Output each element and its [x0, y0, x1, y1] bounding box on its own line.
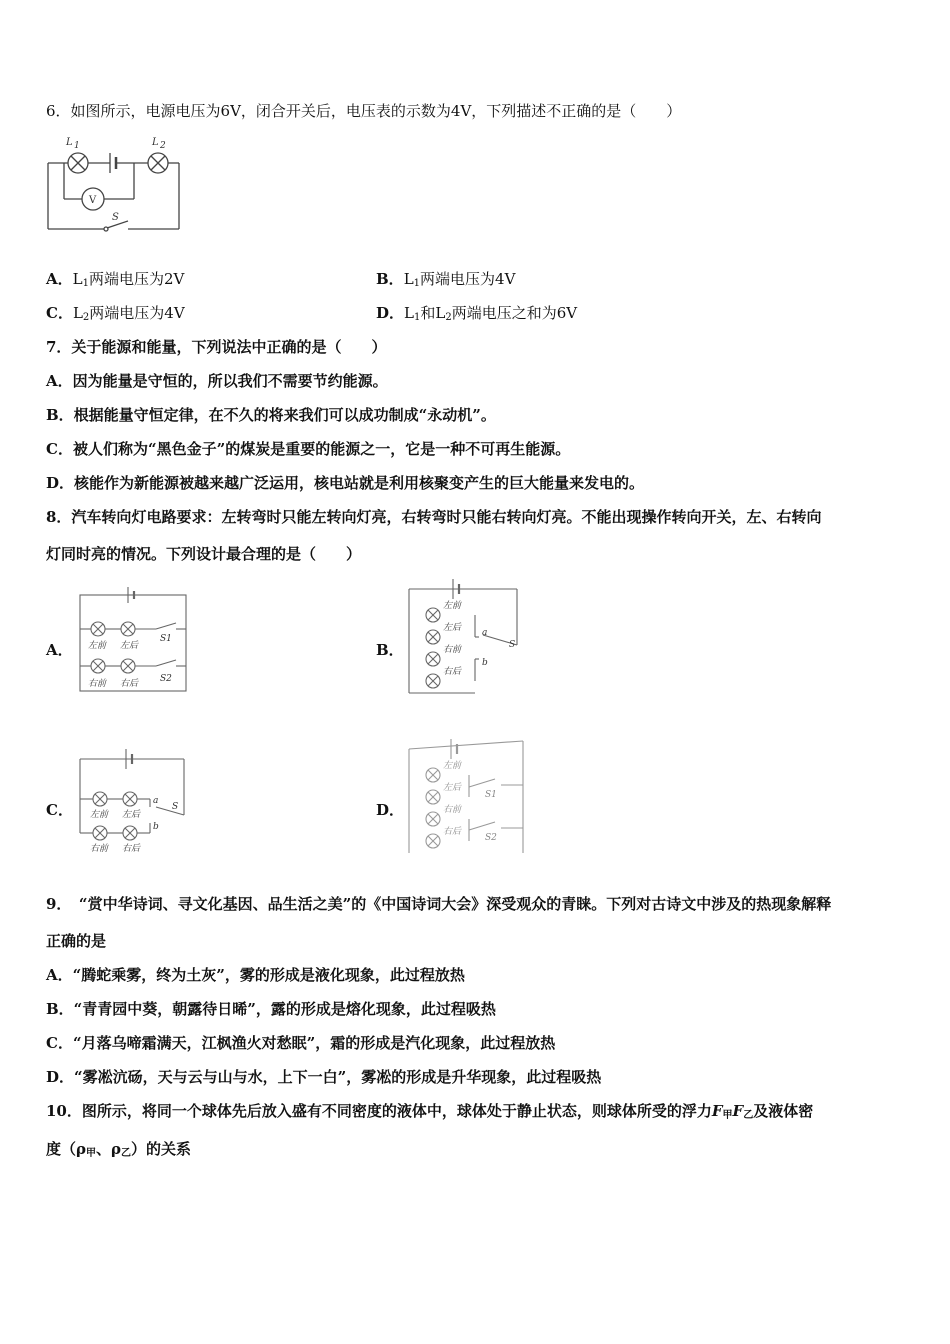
q7-option-c[interactable]: C．被人们称为“黑色金子”的煤炭是重要的能源之一，它是一种不可再生能源。 [46, 440, 571, 458]
q7-option-b[interactable]: B．根据能量守恒定律，在不久的将来我们可以成功制成“永动机”。 [46, 406, 496, 424]
svg-text:b: b [153, 822, 159, 832]
q9-option-b[interactable]: B．“青青园中葵，朝露待日晞”，露的形成是熔化现象，此过程吸热 [46, 1000, 496, 1018]
q8-option-b[interactable]: B． [376, 641, 404, 659]
q8-option-d[interactable]: D． [376, 801, 405, 819]
question-9-stem-line1: 9． “赏中华诗词、寻文化基因、品生活之美”的《中国诗词大会》深受观众的青睐。下列对古诗文中涉及的热现象解释 [46, 895, 832, 913]
svg-text:b: b [482, 658, 488, 668]
svg-text:右后: 右后 [443, 667, 462, 677]
voltmeter-label: V [89, 195, 97, 206]
svg-text:a: a [482, 628, 488, 638]
question-7-stem: 7．关于能源和能量，下列说法中正确的是（ ） [46, 338, 387, 356]
q8-figure-c [76, 745, 194, 860]
q6-option-d[interactable]: D．$L_1$和$L_2$两端电压之和为6V [376, 304, 578, 323]
svg-text:左前: 左前 [90, 810, 109, 820]
svg-text:右前: 右前 [90, 844, 109, 854]
svg-text:S1: S1 [160, 634, 172, 644]
label-l2: L [152, 137, 159, 148]
q6-option-b[interactable]: B．$L_1$两端电压为4V [376, 270, 516, 289]
q7-option-d[interactable]: D．核能作为新能源被越来越广泛运用，核电站就是利用核聚变产生的巨大能量来发电的。 [46, 474, 645, 492]
svg-text:S: S [172, 802, 179, 812]
svg-text:左后: 左后 [122, 810, 141, 820]
svg-text:右前: 右前 [443, 645, 462, 655]
svg-text:左前: 左前 [443, 601, 462, 611]
question-10-stem-line2: 度（$\rho_甲$、$\rho_乙$）的关系 [46, 1140, 191, 1159]
svg-text:右后: 右后 [120, 679, 139, 689]
svg-text:左后: 左后 [443, 623, 462, 633]
question-6-stem: 6．如图所示，电源电压为6V，闭合开关后，电压表的示数为4V，下列描述不正确的是（ ） [46, 102, 682, 120]
svg-text:右前: 右前 [443, 805, 462, 815]
question-8-stem-line1: 8．汽车转向灯电路要求：左转弯时只能左转向灯亮，右转弯时只能右转向灯亮。不能出现操作转向开关，左、右转向 [46, 508, 822, 526]
q8-figure-d [405, 735, 530, 860]
q7-option-a[interactable]: A．因为能量是守恒的，所以我们不需要节约能源。 [46, 372, 388, 390]
label-switch: S [112, 212, 119, 223]
q6-option-a[interactable]: A．$L_1$两端电压为2V [46, 270, 185, 289]
q6-option-c[interactable]: C．$L_2$两端电压为4V [46, 304, 185, 323]
svg-text:右后: 右后 [443, 827, 462, 837]
question-9-stem-line2: 正确的是 [46, 932, 107, 950]
q9-option-d[interactable]: D．“雾凇沆砀，天与云与山与水，上下一白”，雾凇的形成是升华现象，此过程吸热 [46, 1068, 602, 1086]
question-10-stem-line1: 10．图所示，将同一个球体先后放入盛有不同密度的液体中，球体处于静止状态，则球体所受的浮力$F_甲F_乙$及液体密 [46, 1102, 814, 1121]
q8-figure-a [76, 583, 194, 701]
q8-figure-b [405, 575, 523, 700]
svg-text:右后: 右后 [122, 844, 141, 854]
question-8-stem-line2: 灯同时亮的情况。下列设计最合理的是（ ） [46, 545, 362, 563]
q8-option-c[interactable]: C． [46, 801, 73, 819]
svg-text:a: a [153, 796, 159, 806]
q9-option-a[interactable]: A．“腾蛇乘雾，终为土灰”，雾的形成是液化现象，此过程放热 [46, 966, 465, 984]
label-l1: L [66, 137, 73, 148]
q8-option-a[interactable]: A． [46, 641, 73, 659]
svg-text:1: 1 [74, 141, 80, 151]
svg-text:右前: 右前 [88, 679, 107, 689]
svg-text:左后: 左后 [443, 783, 462, 793]
svg-text:S2: S2 [160, 674, 172, 684]
svg-text:S1: S1 [485, 790, 497, 800]
svg-text:左后: 左后 [120, 641, 139, 651]
svg-text:S: S [509, 640, 516, 650]
svg-text:左前: 左前 [88, 641, 107, 651]
svg-text:S2: S2 [485, 833, 497, 843]
svg-text:左前: 左前 [443, 761, 462, 771]
svg-text:2: 2 [160, 141, 166, 151]
q9-option-c[interactable]: C．“月落乌啼霜满天，江枫渔火对愁眠”，霜的形成是汽化现象，此过程放热 [46, 1034, 556, 1052]
q6-circuit-figure [44, 130, 184, 238]
